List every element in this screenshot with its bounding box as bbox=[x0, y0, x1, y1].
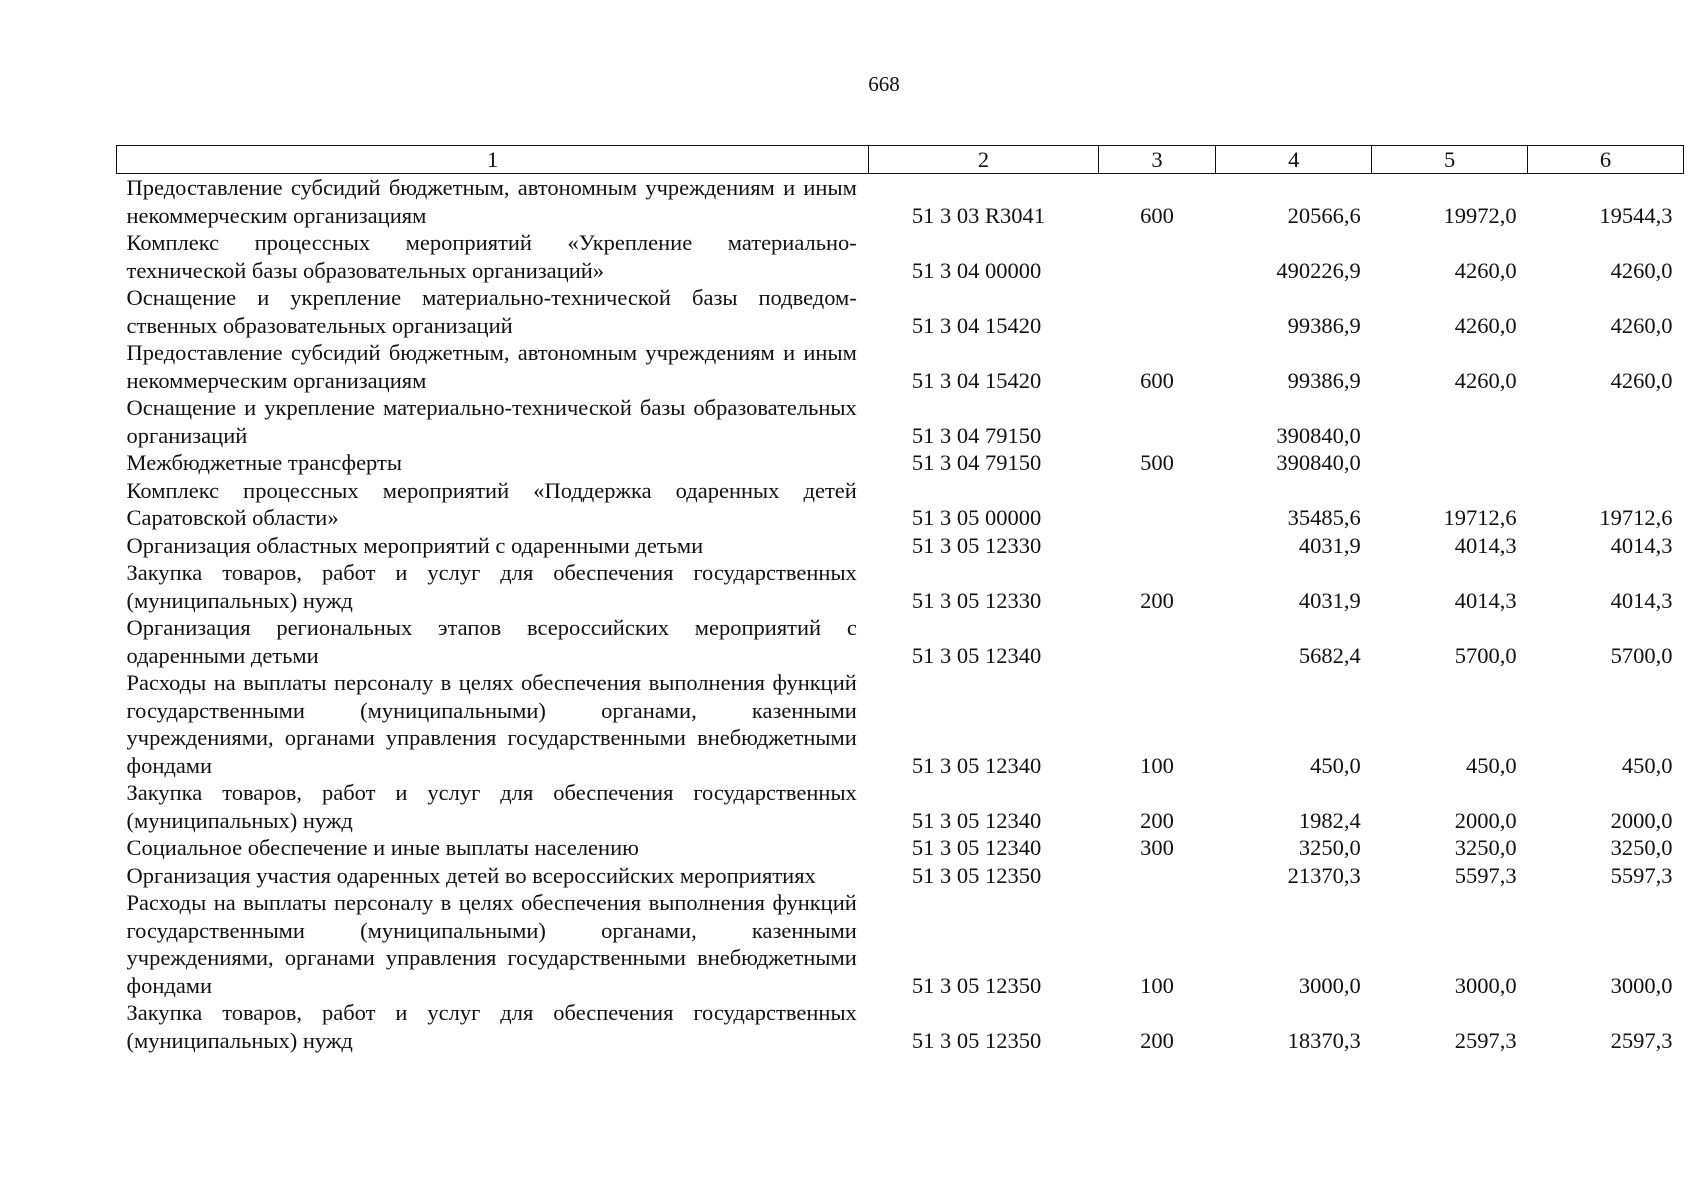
row-expense-type bbox=[1098, 229, 1216, 284]
row-value-6: 4260,0 bbox=[1610, 257, 1673, 283]
row-expense-type: 600 bbox=[1140, 367, 1174, 393]
row-value-6: 5700,0 bbox=[1610, 642, 1673, 668]
row-value-5: 3250,0 bbox=[1454, 835, 1517, 860]
row-code: 51 3 04 00000 bbox=[911, 257, 1042, 283]
row-name: Расходы на выплаты персоналу в целях обеспечения выполнения функций государственными (муниципальными) органами, казенными учреждениями, органами управления государственными внебюджетными фондами bbox=[126, 890, 857, 998]
row-code: 51 3 03 R3041 bbox=[911, 202, 1045, 228]
row-name: Организация областных мероприятий с одаренными детьми bbox=[126, 532, 704, 558]
row-code: 51 3 05 12330 bbox=[911, 532, 1042, 558]
row-code: 51 3 05 12340 bbox=[911, 752, 1042, 778]
row-value-6: 4260,0 bbox=[1610, 312, 1673, 338]
row-expense-type: 200 bbox=[1140, 807, 1174, 833]
row-value-6: 2597,3 bbox=[1610, 1027, 1673, 1053]
row-value-5: 4014,3 bbox=[1454, 587, 1517, 613]
row-name: Закупка товаров, работ и услуг для обеспечения государственных (муниципальных) нужд bbox=[126, 780, 857, 833]
table-row bbox=[117, 779, 1684, 834]
row-expense-type bbox=[1098, 614, 1216, 669]
row-value-6 bbox=[1528, 449, 1684, 477]
row-value-6: 19712,6 bbox=[1599, 505, 1673, 530]
row-value-5: 4014,3 bbox=[1454, 532, 1517, 558]
row-value-5: 19712,6 bbox=[1443, 505, 1517, 530]
column-header-1: 1 bbox=[117, 146, 869, 174]
row-value-5: 5700,0 bbox=[1454, 642, 1517, 668]
row-expense-type bbox=[1098, 477, 1216, 532]
row-expense-type: 200 bbox=[1140, 587, 1174, 613]
row-value-4: 390840,0 bbox=[1276, 422, 1361, 448]
row-value-4: 3250,0 bbox=[1298, 835, 1361, 860]
row-expense-type: 300 bbox=[1140, 835, 1174, 860]
row-value-5: 19972,0 bbox=[1443, 202, 1517, 228]
header-row bbox=[117, 146, 1684, 174]
row-value-4: 3000,0 bbox=[1298, 972, 1361, 998]
table-row bbox=[117, 477, 1684, 532]
row-expense-type: 500 bbox=[1140, 450, 1174, 475]
row-name: Предоставление субсидий бюджетным, автономным учреждениям и иным некоммерческим организациям bbox=[126, 175, 857, 228]
column-header-4: 4 bbox=[1216, 146, 1372, 174]
row-value-5: 450,0 bbox=[1465, 752, 1517, 778]
row-value-6: 4014,3 bbox=[1610, 532, 1673, 558]
row-name: Оснащение и укрепление материально-технической базы подведомственных образовательных организаций bbox=[126, 285, 857, 338]
row-value-5: 4260,0 bbox=[1454, 257, 1517, 283]
row-value-6: 3250,0 bbox=[1610, 835, 1673, 860]
row-code: 51 3 05 12340 bbox=[911, 835, 1042, 860]
row-expense-type: 100 bbox=[1140, 752, 1174, 778]
row-value-5: 3000,0 bbox=[1454, 972, 1517, 998]
row-value-4: 99386,9 bbox=[1287, 312, 1361, 338]
row-value-4: 20566,6 bbox=[1287, 202, 1361, 228]
row-value-4: 21370,3 bbox=[1287, 862, 1361, 888]
row-value-6: 450,0 bbox=[1621, 752, 1673, 778]
table-row bbox=[117, 394, 1684, 449]
column-header-5: 5 bbox=[1372, 146, 1528, 174]
row-value-4: 4031,9 bbox=[1298, 532, 1361, 558]
row-name: Межбюджетные трансферты bbox=[126, 450, 402, 475]
row-expense-type bbox=[1098, 394, 1216, 449]
table-row bbox=[117, 862, 1684, 890]
row-value-6: 4014,3 bbox=[1610, 587, 1673, 613]
row-expense-type bbox=[1098, 862, 1216, 890]
table-body bbox=[117, 174, 1684, 1055]
row-name: Закупка товаров, работ и услуг для обеспечения государственных (муниципальных) нужд bbox=[126, 560, 857, 613]
table-row bbox=[117, 449, 1684, 477]
row-code: 51 3 04 79150 bbox=[911, 422, 1042, 448]
table-row bbox=[117, 889, 1684, 999]
row-code: 51 3 05 12330 bbox=[911, 587, 1042, 613]
column-header-2: 2 bbox=[869, 146, 1098, 174]
row-value-6: 19544,3 bbox=[1599, 202, 1673, 228]
row-name: Закупка товаров, работ и услуг для обеспечения государственных (муниципальных) нужд bbox=[126, 1000, 857, 1053]
row-value-4: 1982,4 bbox=[1298, 807, 1361, 833]
page-number: 668 bbox=[868, 72, 900, 96]
row-value-6: 2000,0 bbox=[1610, 807, 1673, 833]
row-value-4: 5682,4 bbox=[1298, 642, 1361, 668]
table-row bbox=[117, 999, 1684, 1054]
row-expense-type: 200 bbox=[1140, 1027, 1174, 1053]
row-name: Социальное обеспечение и иные выплаты населению bbox=[126, 835, 639, 860]
row-code: 51 3 05 12340 bbox=[911, 807, 1042, 833]
row-value-5: 4260,0 bbox=[1454, 367, 1517, 393]
table-row bbox=[117, 559, 1684, 614]
row-code: 51 3 04 79150 bbox=[911, 450, 1042, 475]
row-code: 51 3 05 12350 bbox=[911, 862, 1042, 888]
row-value-4: 35485,6 bbox=[1287, 505, 1361, 530]
row-name: Организация региональных этапов всероссийских мероприятий с одаренными детьми bbox=[126, 615, 857, 668]
row-expense-type bbox=[1098, 532, 1216, 560]
table-row bbox=[117, 284, 1684, 339]
table-row bbox=[117, 532, 1684, 560]
row-value-4: 99386,9 bbox=[1287, 367, 1361, 393]
row-value-5: 5597,3 bbox=[1454, 862, 1517, 888]
table-row bbox=[117, 339, 1684, 394]
table-row bbox=[117, 669, 1684, 779]
row-code: 51 3 05 12340 bbox=[911, 642, 1042, 668]
row-value-4: 390840,0 bbox=[1276, 450, 1361, 475]
row-expense-type: 600 bbox=[1140, 202, 1174, 228]
row-code: 51 3 05 00000 bbox=[911, 505, 1042, 530]
row-name: Оснащение и укрепление материально-технической базы образовательных организаций bbox=[126, 395, 857, 448]
row-code: 51 3 05 12350 bbox=[911, 972, 1042, 998]
row-name: Предоставление субсидий бюджетным, автономным учреждениям и иным некоммерческим организациям bbox=[126, 340, 857, 393]
table-row bbox=[117, 174, 1684, 230]
row-value-4: 450,0 bbox=[1310, 752, 1361, 778]
row-name: Комплекс процессных мероприятий «Укрепление материально-технической базы образовательных организаций» bbox=[126, 230, 857, 283]
row-value-4: 4031,9 bbox=[1298, 587, 1361, 613]
row-value-6: 4260,0 bbox=[1610, 367, 1673, 393]
row-expense-type bbox=[1098, 284, 1216, 339]
row-value-6: 5597,3 bbox=[1610, 862, 1673, 888]
row-name: Расходы на выплаты персоналу в целях обеспечения выполнения функций государственными (муниципальными) органами, казенными учреждениями, органами управления государственными внебюджетными фондами bbox=[126, 670, 857, 778]
row-name: Организация участия одаренных детей во всероссийских мероприятиях bbox=[126, 862, 816, 888]
row-value-5: 4260,0 bbox=[1454, 312, 1517, 338]
row-value-4: 18370,3 bbox=[1287, 1027, 1361, 1053]
column-header-6: 6 bbox=[1528, 146, 1684, 174]
row-value-5: 2597,3 bbox=[1454, 1027, 1517, 1053]
table-row bbox=[117, 834, 1684, 862]
table-row bbox=[117, 229, 1684, 284]
table-row bbox=[117, 614, 1684, 669]
row-code: 51 3 04 15420 bbox=[911, 367, 1042, 393]
row-value-5 bbox=[1372, 449, 1528, 477]
row-value-5: 2000,0 bbox=[1454, 807, 1517, 833]
row-value-6 bbox=[1528, 394, 1684, 449]
row-name: Комплекс процессных мероприятий «Поддержка одаренных детей Саратовской области» bbox=[126, 477, 857, 530]
column-header-3: 3 bbox=[1098, 146, 1216, 174]
row-value-4: 490226,9 bbox=[1276, 257, 1361, 283]
row-code: 51 3 05 12350 bbox=[911, 1027, 1042, 1053]
table-header bbox=[117, 146, 1684, 174]
row-code: 51 3 04 15420 bbox=[911, 312, 1042, 338]
budget-table bbox=[116, 145, 1684, 1054]
row-value-5 bbox=[1372, 394, 1528, 449]
row-value-6: 3000,0 bbox=[1610, 972, 1673, 998]
row-expense-type: 100 bbox=[1140, 972, 1174, 998]
